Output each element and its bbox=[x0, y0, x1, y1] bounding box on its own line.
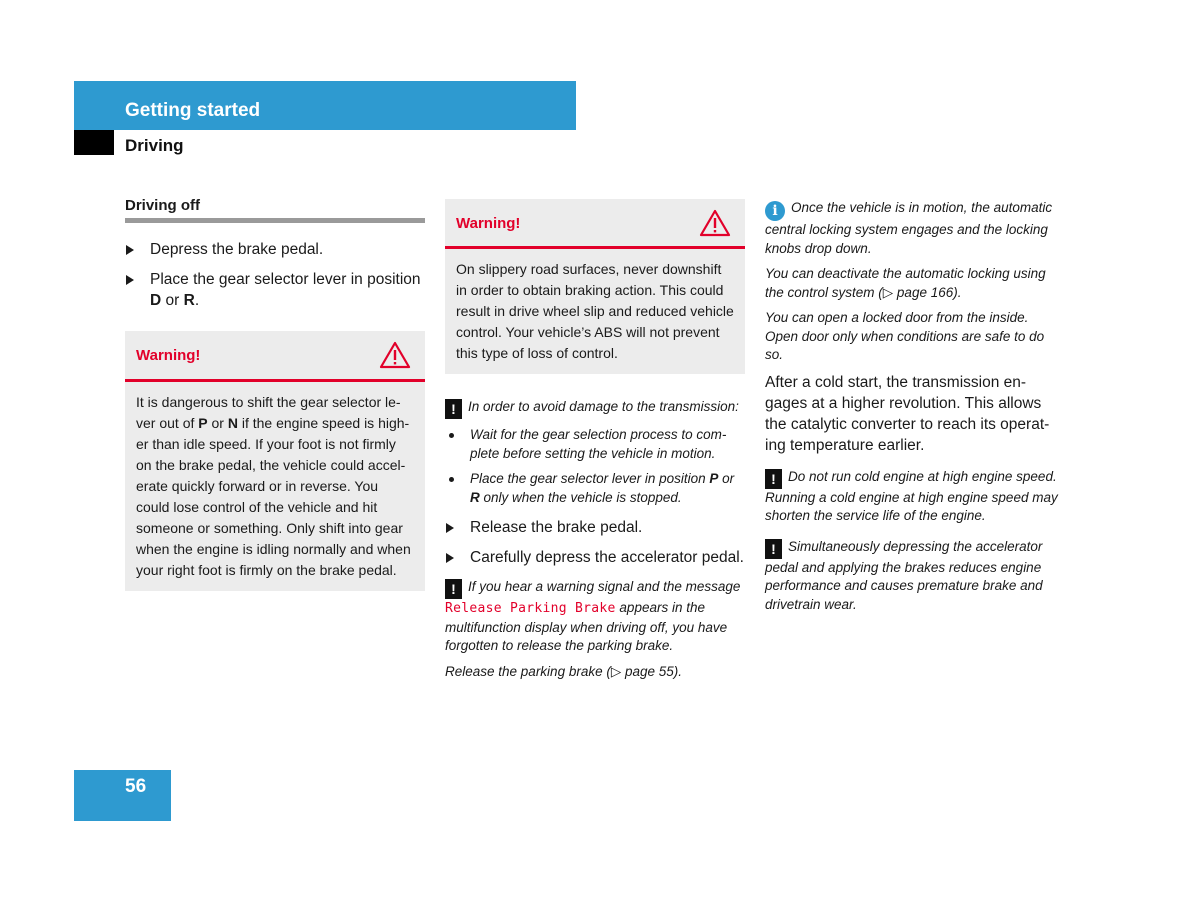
page-number: 56 bbox=[125, 776, 147, 797]
caution-note bbox=[445, 398, 745, 419]
warning-header bbox=[445, 199, 745, 249]
triangle-right-icon bbox=[446, 553, 454, 563]
caution-note bbox=[765, 468, 1065, 526]
warning-text: It is dangerous to shift the gear selector le-ver out of bbox=[136, 394, 401, 431]
list-text: Place the gear selector lever in position bbox=[470, 471, 710, 486]
warning-title: Warning! bbox=[136, 347, 201, 364]
warning-box bbox=[125, 331, 425, 591]
step-item bbox=[125, 269, 425, 311]
column-left bbox=[125, 195, 425, 591]
gear-n: N bbox=[227, 415, 238, 431]
step-list bbox=[445, 517, 745, 568]
display-message: Release Parking Brake bbox=[445, 601, 616, 616]
page-number-box bbox=[74, 770, 171, 821]
list-text: only when the vehicle is stopped. bbox=[479, 489, 682, 505]
triangle-right-icon bbox=[446, 523, 454, 533]
step-item bbox=[445, 517, 745, 538]
step-item bbox=[125, 239, 425, 260]
note-text: If you hear a warning signal and the message bbox=[468, 579, 741, 594]
gear-p: P bbox=[709, 471, 719, 486]
info-icon: i bbox=[765, 201, 785, 221]
gear-d: D bbox=[150, 292, 162, 309]
subsection-title: Driving bbox=[125, 136, 184, 155]
list-item: Wait for the gear selection process to com-plete before setting the vehicle in motion. bbox=[445, 426, 745, 463]
warning-box bbox=[445, 199, 745, 374]
note-text: Once the vehicle is in motion, the automatic central locking system engages and the locking knobs drop down. bbox=[765, 200, 1053, 256]
gear-p: P bbox=[198, 415, 208, 431]
step-text: . bbox=[194, 292, 200, 309]
exclamation-icon: ! bbox=[765, 539, 782, 559]
subsection-marker bbox=[74, 130, 114, 155]
info-note bbox=[765, 199, 1065, 258]
section-title: Getting started bbox=[125, 100, 261, 121]
column-right bbox=[765, 199, 1065, 621]
driving-off-heading: Driving off bbox=[125, 195, 425, 223]
warning-title: Warning! bbox=[456, 215, 521, 232]
gear-r: R bbox=[183, 292, 195, 309]
warning-header bbox=[125, 331, 425, 382]
step-text: or bbox=[161, 292, 184, 309]
list-item bbox=[445, 470, 745, 507]
note-text: Do not run cold engine at high engine speed. Running a cold engine at high engine speed may shorten the service life of the engine. bbox=[765, 468, 1058, 523]
bullet-list bbox=[445, 426, 745, 507]
step-item bbox=[445, 547, 745, 568]
warning-text: if the engine speed is high-er than idle speed. If your foot is not firmly on the brake pedal, the vehicle could accel-erate quickly forward or in reverse. You could lose control of the vehicle and hit someone or something. Only shift into gear when the engine is idling normally and when your right foot is firmly on the brake pedal. bbox=[136, 415, 411, 578]
note-text: Simultaneously depressing the accelerator pedal and applying the brakes reduces engine performance and causes premature brake and drivetrain wear. bbox=[765, 538, 1043, 612]
caution-note bbox=[445, 578, 745, 656]
step-text: Release the brake pedal. bbox=[470, 519, 643, 536]
warning-triangle-icon bbox=[699, 209, 731, 237]
column-middle bbox=[445, 199, 745, 688]
warning-text: or bbox=[207, 415, 228, 431]
exclamation-icon: ! bbox=[445, 579, 462, 599]
gear-r: R bbox=[470, 489, 480, 505]
note-reference: Release the parking brake (▷ page 55). bbox=[445, 663, 683, 679]
warning-body: On slippery road surfaces, never downshift in order to obtain braking action. This could result in drive wheel slip and reduced vehicle control. Your vehicle’s ABS will not prevent this type of loss of control. bbox=[456, 261, 734, 361]
step-text: Carefully depress the accelerator pedal. bbox=[470, 549, 744, 566]
list-text: or bbox=[718, 471, 735, 486]
exclamation-icon: ! bbox=[445, 399, 462, 419]
caution-note bbox=[765, 538, 1065, 615]
step-text: Depress the brake pedal. bbox=[150, 241, 324, 258]
triangle-right-icon bbox=[126, 245, 134, 255]
warning-triangle-icon bbox=[379, 341, 411, 369]
exclamation-icon: ! bbox=[765, 469, 782, 489]
note-text: In order to avoid damage to the transmission: bbox=[468, 399, 739, 414]
step-list bbox=[125, 239, 425, 311]
note-text: appears in the multifunction display when driving off, you have forgotten to release the parking brake. bbox=[445, 600, 728, 653]
info-note: You can open a locked door from the inside. Open door only when conditions are safe to do so. bbox=[765, 310, 1045, 362]
body-paragraph: After a cold start, the transmission en-gages at a higher revolution. This allows the catalytic converter to reach its operat-ing temperature earlier. bbox=[765, 373, 1050, 454]
triangle-right-icon bbox=[126, 275, 134, 285]
info-note: You can deactivate the automatic locking using the control system (▷ page 166). bbox=[765, 266, 1046, 300]
warning-body bbox=[125, 382, 425, 591]
step-text: Place the gear selector lever in position bbox=[150, 271, 421, 288]
